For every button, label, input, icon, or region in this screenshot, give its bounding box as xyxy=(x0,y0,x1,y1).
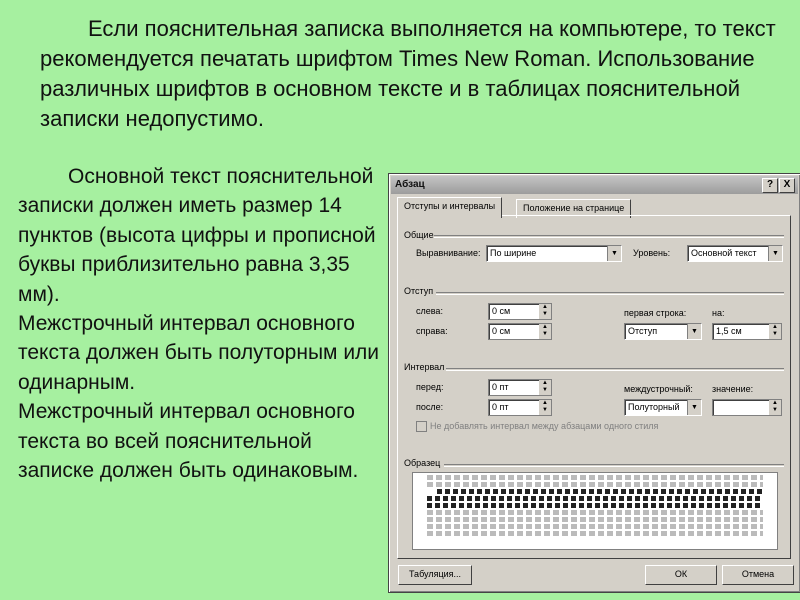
alignment-select[interactable] xyxy=(486,245,622,262)
right-indent-label: справа: xyxy=(416,326,448,336)
line-spacing-select[interactable] xyxy=(624,399,702,416)
chevron-down-icon[interactable]: ▼ xyxy=(607,246,621,261)
preview-line xyxy=(427,496,763,501)
space-before-value: 0 пт xyxy=(492,382,509,392)
group-indent-label: Отступ xyxy=(404,286,434,296)
top-paragraph xyxy=(40,14,790,134)
right-indent-value: 0 см xyxy=(492,326,511,336)
group-general-label: Общие xyxy=(404,230,434,240)
indent-by-value: 1,5 см xyxy=(716,326,742,336)
first-line-value: Отступ xyxy=(628,326,658,336)
line-value-spinner[interactable] xyxy=(712,399,782,416)
tab-indents-spacing[interactable]: Отступы и интервалы xyxy=(397,197,502,218)
chevron-down-icon[interactable]: ▼ xyxy=(768,246,782,261)
level-label: Уровень: xyxy=(633,248,671,258)
indent-by-label: на: xyxy=(712,308,725,318)
spin-arrows-icon[interactable]: ▲ ▼ xyxy=(769,400,781,415)
level-value: Основной текст xyxy=(691,248,757,258)
dialog-titlebar xyxy=(391,176,798,194)
indent-by-spinner[interactable] xyxy=(712,323,782,340)
left-paragraphs xyxy=(18,162,390,485)
cancel-button[interactable]: Отмена xyxy=(722,565,794,585)
space-after-value: 0 пт xyxy=(492,402,509,412)
preview-line xyxy=(427,517,763,522)
spin-arrows-icon[interactable]: ▲ ▼ xyxy=(539,400,551,415)
preview-line xyxy=(427,503,763,508)
space-after-label: после: xyxy=(416,402,444,412)
spin-arrows-icon[interactable]: ▲ ▼ xyxy=(539,304,551,319)
left-indent-value: 0 см xyxy=(492,306,511,316)
left-paragraph-1: Основной текст пояснительной записки должен иметь размер 14 пунктов (высота цифры и прописной буквы приблизительно равна 3,35 мм). xyxy=(18,165,376,306)
tab-line-page-breaks[interactable]: Положение на странице xyxy=(516,199,631,218)
close-button[interactable]: X xyxy=(779,178,795,193)
alignment-label: Выравнивание: xyxy=(416,248,481,258)
space-before-spinner[interactable] xyxy=(488,379,552,396)
preview-line xyxy=(427,482,763,487)
group-divider xyxy=(446,368,784,371)
no-space-checkbox[interactable] xyxy=(416,421,427,432)
tab-panel xyxy=(397,215,791,559)
tabs-button[interactable]: Табуляция... xyxy=(398,565,472,585)
group-divider xyxy=(436,292,784,295)
left-indent-label: слева: xyxy=(416,306,443,316)
left-paragraph-2: Межстрочный интервал основного текста должен быть полуторным или одинарным. xyxy=(18,312,380,394)
preview-line xyxy=(427,524,763,529)
no-space-checkbox-label: Не добавлять интервал между абзацами одного стиля xyxy=(430,421,659,431)
right-indent-spinner[interactable] xyxy=(488,323,552,340)
preview-line xyxy=(437,489,763,494)
preview-line xyxy=(427,531,763,536)
first-line-label: первая строка: xyxy=(624,308,687,318)
level-select[interactable] xyxy=(687,245,783,262)
left-paragraph-3: Межстрочный интервал основного текста во всей пояснительной записке должен быть одинаковым. xyxy=(18,400,359,483)
preview-line xyxy=(427,510,763,515)
group-spacing-label: Интервал xyxy=(404,362,445,372)
group-divider xyxy=(434,235,784,238)
preview-line xyxy=(427,475,763,480)
chevron-down-icon[interactable]: ▼ xyxy=(687,400,701,415)
help-button[interactable]: ? xyxy=(762,178,778,193)
first-line-select[interactable] xyxy=(624,323,702,340)
ok-button[interactable]: ОК xyxy=(645,565,717,585)
dialog-title: Абзац xyxy=(395,179,425,190)
space-after-spinner[interactable] xyxy=(488,399,552,416)
spin-arrows-icon[interactable]: ▲ ▼ xyxy=(539,324,551,339)
left-indent-spinner[interactable] xyxy=(488,303,552,320)
sample-preview xyxy=(412,472,778,550)
group-sample-label: Образец xyxy=(404,458,441,468)
line-value-label: значение: xyxy=(712,384,754,394)
line-spacing-label: междустрочный: xyxy=(624,384,693,394)
space-before-label: перед: xyxy=(416,382,444,392)
paragraph-dialog xyxy=(388,173,800,593)
chevron-down-icon[interactable]: ▼ xyxy=(687,324,701,339)
top-paragraph-text: Если пояснительная записка выполняется на компьютере, то текст рекомендуется печатать шрифтом Times New Roman. Использование различных шрифтов в основном тексте и в таблицах пояснительной записки недопустимо. xyxy=(40,16,776,131)
spin-arrows-icon[interactable]: ▲ ▼ xyxy=(769,324,781,339)
alignment-value: По ширине xyxy=(490,248,537,258)
line-spacing-value: Полуторный xyxy=(628,402,680,412)
spin-arrows-icon[interactable]: ▲ ▼ xyxy=(539,380,551,395)
group-divider xyxy=(444,464,784,467)
